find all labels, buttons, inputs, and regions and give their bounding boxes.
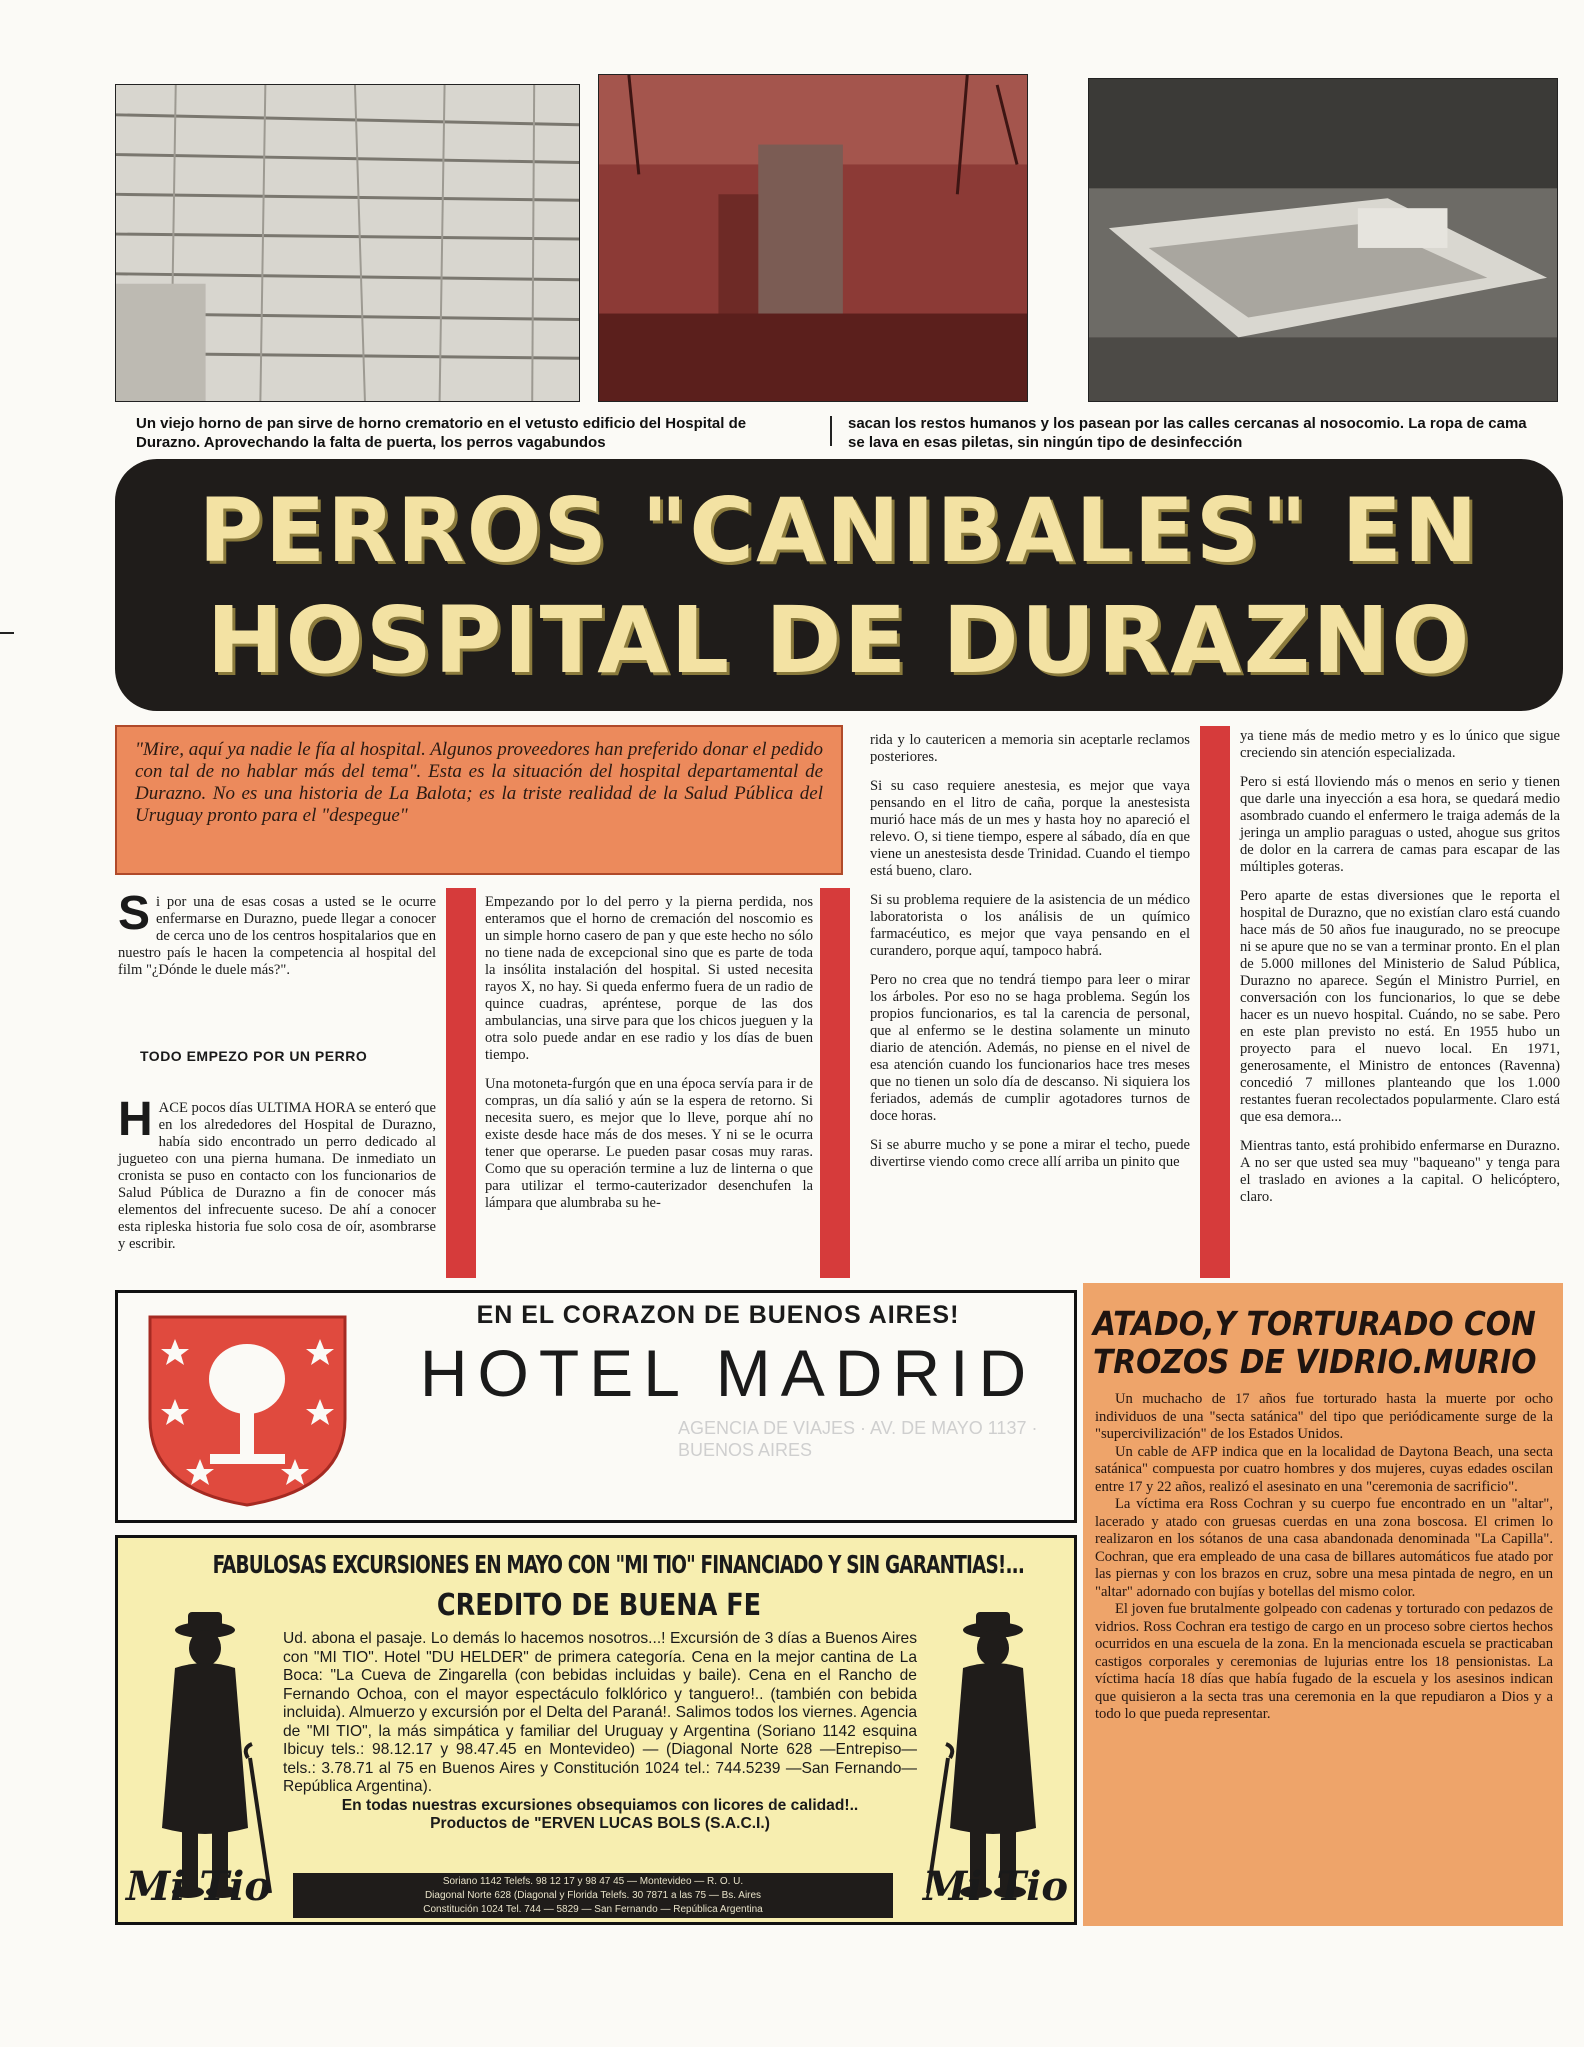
hotel-ad-name: HOTEL MADRID	[419, 1336, 1037, 1410]
hotel-ad-tagline: EN EL CORAZON DE BUENOS AIRES!	[476, 1301, 960, 1329]
margin-mark	[0, 632, 14, 634]
column-4-paragraph: Mientras tanto, está prohibido enfermarse en Durazno. A no ser que usted sea muy "baqueano" y tenga para el traslado en aviones a la capital. O helicóptero, claro.	[1240, 1138, 1560, 1205]
address-line-1: Soriano 1142 Telefs. 98 12 17 y 98 47 45 — Montevideo — R. O. U.	[442, 1876, 744, 1887]
excursion-ad-title: FABULOSAS EXCURSIONES EN MAYO CON "MI TIO" FINANCIADO Y SIN GARANTIAS!...	[212, 1550, 1025, 1579]
side-story-paragraph: El joven fue brutalmente golpeado con cadenas y torturado con pedazos de vidrios. Ross Cochran era testigo de cargo en un proceso sobre ciertos hechos ocurridos en una escuela de la zona. En la mencionada escuela se practicaban castigos corporales y ceremonias de lujurias entre los 18 pensionistas. La víctima hacía 18 días que había fugado de la escuela y los asesinos indican que quisieron a la secta tras una ceremonia en la que repudiaron a Dios y a todo lo que pueda representar.	[1095, 1601, 1553, 1722]
caption-divider	[830, 416, 832, 446]
lead-quote-box: "Mire, aquí ya nadie le fía al hospital. Algunos proveedores han preferido donar el pedido con tal de no hablar más del tema". Esta es la situación del hospital departamental de Durazno. No es una historia de La Balota; es la triste realidad de la Salud Pública del Uruguay pronto para el "despegue"	[115, 725, 843, 875]
mi-tio-excursion-ad	[115, 1535, 1077, 1925]
column-3-paragraph: rida y lo cautericen a memoria sin aceptarle reclamos posteriores.	[870, 732, 1190, 765]
column-2-paragraph: Una motoneta-furgón que en una época servía para ir de compras, un día salió y aún se la espera de retorno. Si necesita suero, es mejor que lo lleve, porque ahí no existe desde hace más de dos meses. Y ni se le ocurra tener que operarse. Le pueden pasar cosas muy raras. Como que su operación termine a luz de linterna o que para utilizar el termo-cauterizador desenchufen la lámpara que alumbraba su he-	[485, 1076, 813, 1211]
mi-tio-logo-right: Mi Tio	[923, 1863, 1069, 1910]
mi-tio-logo-left: Mi Tio	[126, 1863, 272, 1910]
photo-courtyard	[598, 74, 1028, 402]
hotel-ad-faded-text: AGENCIA DE VIAJES · AV. DE MAYO 1137 · BUENOS AIRES	[678, 1418, 1038, 1460]
side-story-title-line-2: TROZOS DE VIDRIO.MURIO	[1093, 1342, 1537, 1381]
madrid-shield-icon	[140, 1309, 355, 1509]
column-4-paragraph: Pero aparte de estas diversiones que le reporta el hospital de Durazno, que no existían claro está cuando hace más de 50 años fue inaugurado, no se preocupe ni se apure que no se van a terminar pronto. En el plan de 5.000 millones del Ministerio de Salud Pública, Durazno no aparece. Según el Ministro Purriel, en conversación con los funcionarios, lo que se debe hacer es un nuevo hospital. Cuándo, no se sabe. Pero en este plan previsto no está. En 1955 hubo un proyecto para el nuevo local. En 1971, generosamente, el Ministro de entonces (Ravenna) concedió 7 millones planteando que los 1.000 restantes fueran recolectados popularmente. Claro está que esa demora...	[1240, 888, 1560, 1125]
column-4-paragraph: ya tiene más de medio metro y es lo único que sigue creciendo sin atención especializada.	[1240, 728, 1560, 761]
address-line-3: Constitución 1024 Tel. 744 — 5829 — San Fernando — República Argentina	[423, 1904, 763, 1915]
excursion-ad-copy: Ud. abona el pasaje. Lo demás lo hacemos nosotros...! Excursión de 3 días a Buenos Aires con "MI TIO". Hotel "DU HELDER" de primera categoría. Cena en la mejor cantina de La Boca: "La Cueva de Zingarella (con bebidas incluidas y baile). Cena en el Rancho de Fernando Ochoa, con el mayor espectáculo folklórico y tanguero!.. (también con bebida incluida). Almuerzo y excursión por el Delta del Paraná!. Salimos todos los viernes. Agencia de "MI TIO", la más simpática y familiar del Uruguay y Argentina (Soriano 1142 esquina Ibicuy tels.: 98.12.17 y 98.47.45 en Montevideo) — (Diagonal Norte 628 —Entrepiso— tels.: 3.78.71 al 75 en Buenos Aires y Constitución 1024 tel.: 744.5239 —San Fernando— República Argentina).	[283, 1630, 917, 1795]
article-column-2	[485, 894, 813, 1224]
side-story-box	[1083, 1283, 1563, 1926]
hotel-madrid-ad	[115, 1290, 1077, 1523]
column-2-paragraph: Empezando por lo del perro y la pierna perdida, nos enteramos que el horno de cremación del noscomio es un simple horno casero de pan y que este hecho no sólo no tiene nada de excepcional sino que es parte de toda la insólita instalación del hospital. Si usted necesita rayos X, no hay. Si queda enfermo fuera de un radio de quince cuadras, apréntese, porque de las dos ambulancias, una sirve para que los chicos jueguen y la otra solo puede andar en ese radio y los días de buen tiempo.	[485, 894, 813, 1063]
side-story-paragraph: Un muchacho de 17 años fue torturado hasta la muerte por ocho individuos de una "secta satánica" del tipo que periódicamente surge de la "supercivilización" de los Estados Unidos.	[1095, 1391, 1553, 1442]
side-story-paragraph: La víctima era Ross Cochran y su cuerpo fue encontrado en un "altar", lacerado y atado con gruesas cuerdas en una zona boscosa. El crimen lo realizaron en los sótanos de una casa abandonada denominada "La Capilla". Cochran, que era empleado de una casa de billares automáticos fue atado por las piernas y con los brazos en cruz, sobre una mesa pintada de negro, en un "altar" adornado con bujías y botellas del mismo color.	[1095, 1496, 1553, 1600]
drop-cap-s: S	[118, 887, 151, 940]
excursion-ad-closing-1: En todas nuestras excursiones obsequiamos con licores de calidad!..	[341, 1796, 859, 1814]
column-bar-1	[446, 888, 476, 1278]
column-4-paragraph: Pero si está lloviendo más o menos en serio y tienen que darle una inyección a esa hora, se quedará medio asombrado cuando el enfermero le traiga además de la jeringa un amplio paraguas o usted, ahogue sus gritos de dolor en la carrera de camas para escapar de las múltiples goteras.	[1240, 774, 1560, 875]
column-3-paragraph: Si se aburre mucho y se pone a mirar el techo, puede divertirse viendo como crece allí arriba un pinito que	[870, 1137, 1190, 1170]
column-3-paragraph: Si su caso requiere anestesia, es mejor que vaya pensando en el litro de caña, porque la anestesista murió hace más de un mes y hasta hoy no apareció el relevo. O, si tiene tiempo, espere al sábado, día en que viene un anestesista desde Trinidad. Cuando el tiempo está bueno, claro.	[870, 778, 1190, 879]
side-story-body	[1095, 1391, 1553, 1724]
article-column-1	[118, 887, 436, 991]
article-column-1-body	[118, 1093, 436, 1265]
excursion-ad-body	[283, 1630, 917, 1834]
column-3-paragraph: Si su problema requiere de la asistencia de un médico laboratorista o los análisis de un químico farmacéutico, es mejor que vaya pensando en el curandero, porque aquí, tampoco habrá.	[870, 892, 1190, 959]
excursion-ad-address-bar	[293, 1873, 893, 1918]
headline-line-1: PERROS "CANIBALES" EN	[198, 479, 1480, 582]
side-story-title-line-1: ATADO,Y TORTURADO CON	[1093, 1304, 1536, 1343]
article-subhead: TODO EMPEZO POR UN PERRO	[140, 1048, 368, 1064]
photo-bread-oven	[115, 84, 580, 402]
article-column-3	[870, 732, 1190, 1183]
column-bar-2	[820, 888, 850, 1278]
address-line-2: Diagonal Norte 628 (Diagonal y Florida Telefs. 30 7871 a las 75 — Bs. Aires	[424, 1890, 762, 1901]
photo-caption-left: Un viejo horno de pan sirve de horno crematorio en el vetusto edificio del Hospital de Durazno. Aprovechando la falta de puerta, los perros vagabundos	[136, 415, 747, 451]
headline-line-2: HOSPITAL DE DURAZNO	[206, 587, 1472, 694]
article-column-4	[1240, 728, 1560, 1218]
side-story-paragraph: Un cable de AFP indica que en la localidad de Daytona Beach, una secta satánica" compuesta por cuatro hombres y dos mujeres, cuyas edades oscilan entre 17 y 22 años, realizó el asesinato en una "ceremonia de sacrificio".	[1095, 1443, 1553, 1495]
photo-wash-basins	[1088, 78, 1558, 402]
column-bar-3	[1200, 726, 1230, 1278]
excursion-ad-closing-2: Productos de "ERVEN LUCAS BOLS (S.A.C.I.)	[430, 1815, 770, 1832]
article-intro: i por una de esas cosas a usted se le ocurre enfermarse en Durazno, puede llegar a conocer de cerca uno de los centros hospitalarios que en nuestro país le hacen la competencia al hospital del film "¿Dónde le duele más?".	[118, 894, 436, 978]
article-body-start: ACE pocos días ULTIMA HORA se enteró que en los alrededores del Hospital de Durazno, había sido encontrado un perro dedicado al jugueteo con una pierna humana. De inmediato un cronista se puso en contacto con los funcionarios de Salud Pública de Durazno a fin de conocer más elementos del infrecuente suceso. De ahí a conocer esta ripleska historia fue solo cosa de oír, asombrarse y escribir.	[118, 1100, 436, 1252]
drop-cap-h: H	[118, 1093, 153, 1146]
column-3-paragraph: Pero no crea que no tendrá tiempo para leer o mirar los árboles. Por eso no se haga problema. Según los propios funcionarios, es tal la carencia de personal, que al enfermo se le destina solamente un minuto diario de atención. Además, no piense en el nivel de esa atención cuando los funcionarios hace tres meses que no tienen un solo día de descanso. Ni siquiera los feriados, además de cumplir agotadores turnos de doce horas.	[870, 972, 1190, 1124]
photo-caption-right: sacan los restos humanos y los pasean por las calles cercanas al nosocomio. La ropa de cama se lava en esas piletas, sin ningún tipo de desinfección	[848, 415, 1527, 451]
excursion-ad-subtitle: CREDITO DE BUENA FE	[436, 1588, 762, 1623]
headline-banner	[115, 459, 1563, 711]
